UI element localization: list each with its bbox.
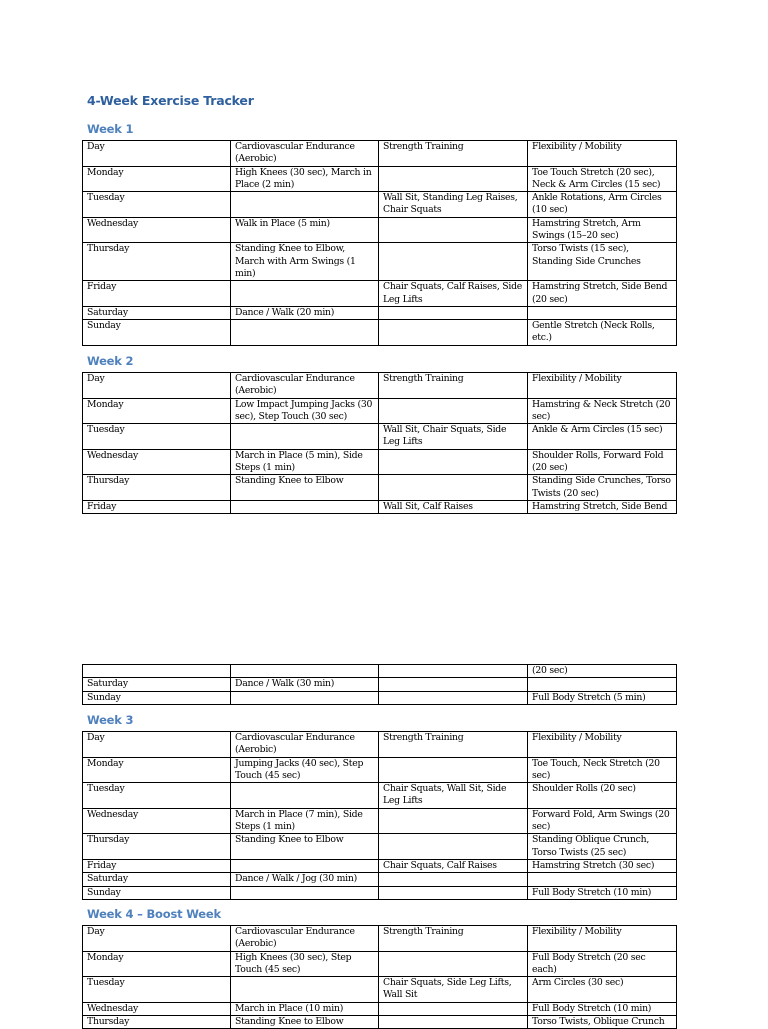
table-cell: March in Place (7 min), Side Steps (1 min) — [231, 808, 379, 834]
table-cell — [231, 281, 379, 307]
header-cell: Strength Training — [379, 141, 528, 167]
table-cell: Standing Knee to Elbow, March with Arm Swings (1 min) — [231, 243, 379, 281]
table-cell — [379, 320, 528, 346]
table-cell — [231, 977, 379, 1003]
table-cell: Monday — [83, 398, 231, 424]
week-1-table — [82, 140, 677, 346]
header-cell: Day — [83, 926, 231, 952]
table-cell: Monday — [83, 951, 231, 977]
table-cell: Wall Sit, Chair Squats, Side Leg Lifts — [379, 424, 528, 450]
table-cell: Saturday — [83, 678, 231, 691]
table-cell: Hamstring Stretch, Side Bend — [528, 500, 677, 513]
header-cell: Day — [83, 373, 231, 399]
table-cell: Dance / Walk (20 min) — [231, 306, 379, 319]
table-cell: Friday — [83, 859, 231, 872]
table-cell — [231, 783, 379, 809]
table-cell: Ankle & Arm Circles (15 sec) — [528, 424, 677, 450]
table-row — [83, 951, 677, 977]
table-cell — [379, 398, 528, 424]
table-cell: Standing Knee to Elbow — [231, 1016, 379, 1029]
table-cell — [231, 192, 379, 218]
table-cell — [379, 691, 528, 704]
table-row — [83, 475, 677, 501]
table-cell — [379, 1016, 528, 1029]
table-cell: Tuesday — [83, 424, 231, 450]
table-cell: Hamstring Stretch, Side Bend (20 sec) — [528, 281, 677, 307]
table-cell: Toe Touch Stretch (20 sec), Neck & Arm Circles (15 sec) — [528, 166, 677, 192]
table-cell — [379, 306, 528, 319]
table-row — [83, 834, 677, 860]
table-cell: Jumping Jacks (40 sec), Step Touch (45 sec) — [231, 757, 379, 783]
table-cell — [379, 808, 528, 834]
table-cell: High Knees (30 sec), March in Place (2 min) — [231, 166, 379, 192]
header-cell: Strength Training — [379, 926, 528, 952]
week-2-table — [82, 372, 677, 514]
table-cell: Chair Squats, Side Leg Lifts, Wall Sit — [379, 977, 528, 1003]
table-cell — [231, 691, 379, 704]
table-cell: Wednesday — [83, 449, 231, 475]
header-cell: Flexibility / Mobility — [528, 926, 677, 952]
table-row — [83, 1002, 677, 1015]
table-cell: Hamstring & Neck Stretch (20 sec) — [528, 398, 677, 424]
table-cell: Toe Touch, Neck Stretch (20 sec) — [528, 757, 677, 783]
table-row — [83, 424, 677, 450]
table-row — [83, 320, 677, 346]
table-cell: Ankle Rotations, Arm Circles (10 sec) — [528, 192, 677, 218]
table-cell: Chair Squats, Calf Raises — [379, 859, 528, 872]
table-cell: March in Place (10 min) — [231, 1002, 379, 1015]
table-cell — [379, 217, 528, 243]
table-row — [83, 783, 677, 809]
table-cell: Gentle Stretch (Neck Rolls, etc.) — [528, 320, 677, 346]
header-cell: Day — [83, 732, 231, 758]
table-row — [83, 691, 677, 704]
week-4-heading: Week 4 – Boost Week — [87, 907, 221, 921]
table-cell — [379, 243, 528, 281]
table-cell — [231, 500, 379, 513]
table-cell: Friday — [83, 281, 231, 307]
week-1-heading: Week 1 — [87, 122, 134, 136]
table-cell — [379, 834, 528, 860]
table-row — [83, 873, 677, 886]
table-cell: High Knees (30 sec), Step Touch (45 sec) — [231, 951, 379, 977]
table-row — [83, 757, 677, 783]
table-row — [83, 500, 677, 513]
table-row — [83, 281, 677, 307]
table-cell — [379, 757, 528, 783]
header-cell: Flexibility / Mobility — [528, 732, 677, 758]
table-cell — [379, 678, 528, 691]
table-cell: Thursday — [83, 243, 231, 281]
header-cell: Day — [83, 141, 231, 167]
table-cell: Tuesday — [83, 783, 231, 809]
table-row — [83, 859, 677, 872]
table-cell: Thursday — [83, 834, 231, 860]
table-cell — [379, 166, 528, 192]
header-cell: Strength Training — [379, 732, 528, 758]
table-row — [83, 217, 677, 243]
table-cell: Wednesday — [83, 217, 231, 243]
table-cell: Thursday — [83, 1016, 231, 1029]
table-cell: Hamstring Stretch (30 sec) — [528, 859, 677, 872]
table-cell — [379, 1002, 528, 1015]
table-cell: Chair Squats, Calf Raises, Side Leg Lifts — [379, 281, 528, 307]
table-cell: (20 sec) — [528, 665, 677, 678]
table-row — [83, 192, 677, 218]
header-cell: Cardiovascular Endurance (Aerobic) — [231, 141, 379, 167]
table-header-row — [83, 373, 677, 399]
table-cell — [528, 306, 677, 319]
header-cell: Flexibility / Mobility — [528, 141, 677, 167]
table-cell: Sunday — [83, 320, 231, 346]
table-cell: Saturday — [83, 306, 231, 319]
week-3-table — [82, 731, 677, 900]
table-cell — [231, 320, 379, 346]
table-cell — [528, 873, 677, 886]
table-cell — [379, 475, 528, 501]
table-row — [83, 306, 677, 319]
week-3-heading: Week 3 — [87, 713, 134, 727]
week-4-table — [82, 925, 677, 1029]
header-cell: Cardiovascular Endurance (Aerobic) — [231, 373, 379, 399]
table-cell: Shoulder Rolls (20 sec) — [528, 783, 677, 809]
header-cell: Cardiovascular Endurance (Aerobic) — [231, 926, 379, 952]
header-cell: Strength Training — [379, 373, 528, 399]
table-cell — [379, 873, 528, 886]
table-cell: Wednesday — [83, 1002, 231, 1015]
header-cell: Cardiovascular Endurance (Aerobic) — [231, 732, 379, 758]
table-cell: Full Body Stretch (20 sec each) — [528, 951, 677, 977]
table-cell: Friday — [83, 500, 231, 513]
table-header-row — [83, 141, 677, 167]
table-row — [83, 1016, 677, 1029]
table-cell: Sunday — [83, 886, 231, 899]
table-header-row — [83, 926, 677, 952]
week-2-table-continued — [82, 664, 677, 705]
table-cell: Thursday — [83, 475, 231, 501]
table-cell: Torso Twists, Oblique Crunch — [528, 1016, 677, 1029]
table-cell: Standing Knee to Elbow — [231, 834, 379, 860]
table-cell: Arm Circles (30 sec) — [528, 977, 677, 1003]
table-row — [83, 166, 677, 192]
table-cell: Standing Knee to Elbow — [231, 475, 379, 501]
table-cell: March in Place (5 min), Side Steps (1 min) — [231, 449, 379, 475]
table-cell: Saturday — [83, 873, 231, 886]
table-cell: Wall Sit, Calf Raises — [379, 500, 528, 513]
table-cell — [231, 665, 379, 678]
table-cell — [379, 886, 528, 899]
table-cell: Full Body Stretch (10 min) — [528, 886, 677, 899]
table-cell: Hamstring Stretch, Arm Swings (15–20 sec) — [528, 217, 677, 243]
table-row — [83, 398, 677, 424]
table-cell — [231, 424, 379, 450]
table-cell: Full Body Stretch (10 min) — [528, 1002, 677, 1015]
table-row — [83, 678, 677, 691]
table-cell: Standing Side Crunches, Torso Twists (20 sec) — [528, 475, 677, 501]
table-cell — [528, 678, 677, 691]
table-row — [83, 243, 677, 281]
table-cell: Full Body Stretch (5 min) — [528, 691, 677, 704]
table-cell: Monday — [83, 757, 231, 783]
table-cell: Low Impact Jumping Jacks (30 sec), Step Touch (30 sec) — [231, 398, 379, 424]
table-cell: Torso Twists (15 sec), Standing Side Crunches — [528, 243, 677, 281]
table-row — [83, 449, 677, 475]
table-cell: Dance / Walk / Jog (30 min) — [231, 873, 379, 886]
table-cell: Tuesday — [83, 192, 231, 218]
table-cell: Wednesday — [83, 808, 231, 834]
table-cell — [231, 859, 379, 872]
header-cell: Flexibility / Mobility — [528, 373, 677, 399]
table-cell: Dance / Walk (30 min) — [231, 678, 379, 691]
table-cell — [231, 886, 379, 899]
table-cell: Shoulder Rolls, Forward Fold (20 sec) — [528, 449, 677, 475]
table-cell: Walk in Place (5 min) — [231, 217, 379, 243]
table-cell — [379, 951, 528, 977]
table-row — [83, 665, 677, 678]
week-2-heading: Week 2 — [87, 354, 134, 368]
table-cell: Forward Fold, Arm Swings (20 sec) — [528, 808, 677, 834]
table-cell: Wall Sit, Standing Leg Raises, Chair Squats — [379, 192, 528, 218]
table-cell: Tuesday — [83, 977, 231, 1003]
table-row — [83, 977, 677, 1003]
table-cell: Standing Oblique Crunch, Torso Twists (25 sec) — [528, 834, 677, 860]
table-cell — [379, 665, 528, 678]
table-cell: Chair Squats, Wall Sit, Side Leg Lifts — [379, 783, 528, 809]
page-title: 4-Week Exercise Tracker — [87, 93, 254, 108]
table-cell: Monday — [83, 166, 231, 192]
table-cell — [83, 665, 231, 678]
table-row — [83, 886, 677, 899]
table-row — [83, 808, 677, 834]
table-cell: Sunday — [83, 691, 231, 704]
table-header-row — [83, 732, 677, 758]
table-cell — [379, 449, 528, 475]
